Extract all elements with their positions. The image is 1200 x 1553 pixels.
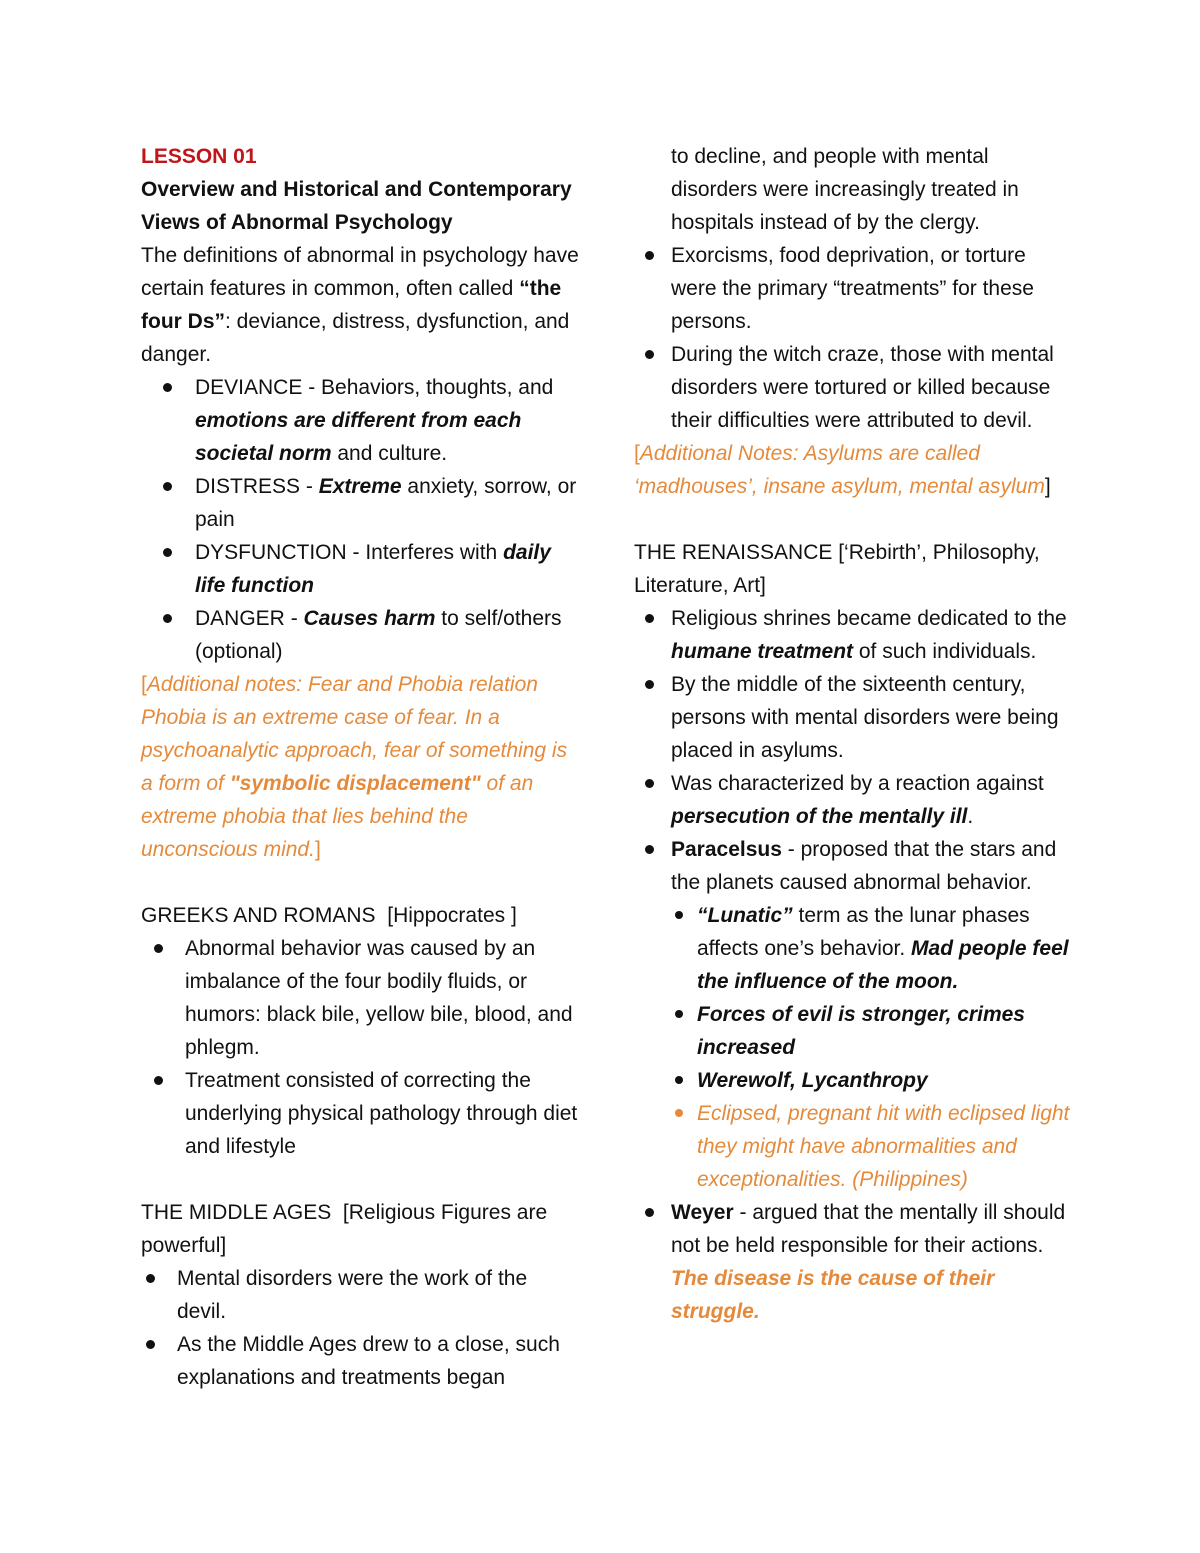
list-item-text: to self/others (optional) [195,607,562,663]
additional-notes-asylums [634,437,1074,503]
lesson-title-line2: Views of Abnormal Psychology [141,211,453,234]
sub-item-lunatic [671,899,1074,998]
list-item-text: - Interferes with [346,541,504,564]
term-distress: DISTRESS [195,475,301,498]
list-item-text: Religious shrines became dedicated to the [671,607,1067,630]
intro-text-c: : deviance, distress, dysfunction, and danger. [141,310,570,366]
list-item-distress [141,470,581,536]
bracket-close: ] [314,838,321,861]
section-heading: THE RENAISSANCE [634,541,833,564]
list-item-text: Was characterized by a reaction against [671,772,1044,795]
list-item-paracelsus [634,833,1074,1196]
list-item-text: - proposed that the stars and the planets caused abnormal behavior. [671,838,1057,894]
list-item [634,767,1074,833]
middle-ages-heading [141,1196,581,1262]
list-item-text: and culture. [331,442,448,465]
list-item-text: - argued that the mentally ill should not be held responsible for their actions. [671,1201,1072,1257]
bracket-close: ] [1044,475,1051,498]
list-item-text: . [967,805,974,828]
section-bracket: [‘Rebirth’, Philosophy, Literature, Art] [634,541,1040,597]
middle-ages-list-continued [634,140,1074,437]
greeks-list [141,932,581,1163]
list-item-emphasis: Mad people feel the influence of the moon. [697,937,1069,993]
middle-ages-list [133,1262,581,1394]
four-ds-list [141,371,581,668]
note-text: Additional notes: Fear and Phobia relation Phobia is an extreme case of fear. In a psychoanalytic approach, fear of something is a form of [141,673,568,795]
term-deviance: DEVIANCE [195,376,303,399]
sub-item-werewolf: Werewolf, Lycanthropy [671,1064,1074,1097]
list-item-continued [634,140,1074,239]
list-item-deviance [141,371,581,470]
term-dysfunction: DYSFUNCTION [195,541,347,564]
list-item: During the witch craze, those with mental disorders were tortured or killed because their difficulties were attributed to devil. [634,338,1074,437]
note-emphasis: "symbolic displacement" [229,772,481,795]
list-item-emphasis: Causes harm [303,607,436,630]
lesson-label: LESSON 01 [141,145,257,168]
term-paracelsus: Paracelsus [671,838,782,861]
term-weyer: Weyer [671,1201,734,1224]
list-item: Treatment consisted of correcting the underlying physical pathology through diet and lifestyle [141,1064,581,1163]
note-text: of an extreme phobia that lies behind the unconscious mind. [141,772,534,861]
sub-item-forces: Forces of evil is stronger, crimes increased [671,998,1074,1064]
sub-item-eclipsed: Eclipsed, pregnant hit with eclipsed light they might have abnormalities and exceptionalities. (Philippines) [671,1097,1074,1196]
list-item-text: of such individuals. [853,640,1037,663]
lesson-title-line1: Overview and Historical and Contemporary [141,178,572,201]
list-item-text: - Behaviors, thoughts, and [302,376,554,399]
list-item-text: anxiety, sorrow, or pain [195,475,577,531]
intro-four-ds: “the four Ds” [141,277,562,333]
renaissance-heading [634,536,1074,602]
note-text: Additional Notes: Asylums are called ‘madhouses’, insane asylum, mental asylum [634,442,1045,498]
list-item-emphasis: daily life function [195,541,551,597]
weyer-note: The disease is the cause of their struggle. [671,1267,995,1323]
list-item-text: term as the lunar phases affects one’s behavior. [697,904,1030,960]
list-item: By the middle of the sixteenth century, persons with mental disorders were being placed in asylums. [634,668,1074,767]
section-bracket: [Hippocrates ] [375,904,517,927]
list-item-text: - [284,607,304,630]
list-item-danger [141,602,581,668]
right-column [634,140,1074,1328]
list-item-weyer [634,1196,1074,1328]
paracelsus-sublist [671,899,1074,1196]
list-item-text: to decline, and people with mental disorders were increasingly treated in hospitals instead of by the clergy. [671,145,1019,234]
lesson-title [141,173,581,239]
list-item-emphasis: humane treatment [671,640,854,663]
intro-text-a: The definitions of abnormal in psychology have certain features in common, often called [141,244,579,300]
term-danger: DANGER [195,607,285,630]
renaissance-list [634,602,1074,1328]
additional-notes-fear-phobia [141,668,581,866]
list-item [634,602,1074,668]
bracket-open: [ [141,673,147,696]
list-item-text: - [300,475,319,498]
term-lunatic: “Lunatic” [697,904,793,927]
section-heading: GREEKS AND ROMANS [141,904,376,927]
list-item-emphasis: persecution of the mentally ill [671,805,968,828]
left-column [141,140,581,1394]
intro-paragraph [141,239,581,371]
list-item: Mental disorders were the work of the devil. [133,1262,581,1328]
list-item-emphasis: Extreme [318,475,402,498]
list-item: As the Middle Ages drew to a close, such explanations and treatments began [133,1328,581,1394]
greeks-heading [141,899,581,932]
list-item: Exorcisms, food deprivation, or torture were the primary “treatments” for these persons. [634,239,1074,338]
section-bracket: [Religious Figures are powerful] [141,1201,553,1257]
list-item-dysfunction [141,536,581,602]
section-heading: THE MIDDLE AGES [141,1201,332,1224]
list-item-emphasis: emotions are different from each societal norm [195,409,522,465]
list-item: Abnormal behavior was caused by an imbalance of the four bodily fluids, or humors: black bile, yellow bile, blood, and phlegm. [141,932,581,1064]
bracket-open: [ [634,442,640,465]
